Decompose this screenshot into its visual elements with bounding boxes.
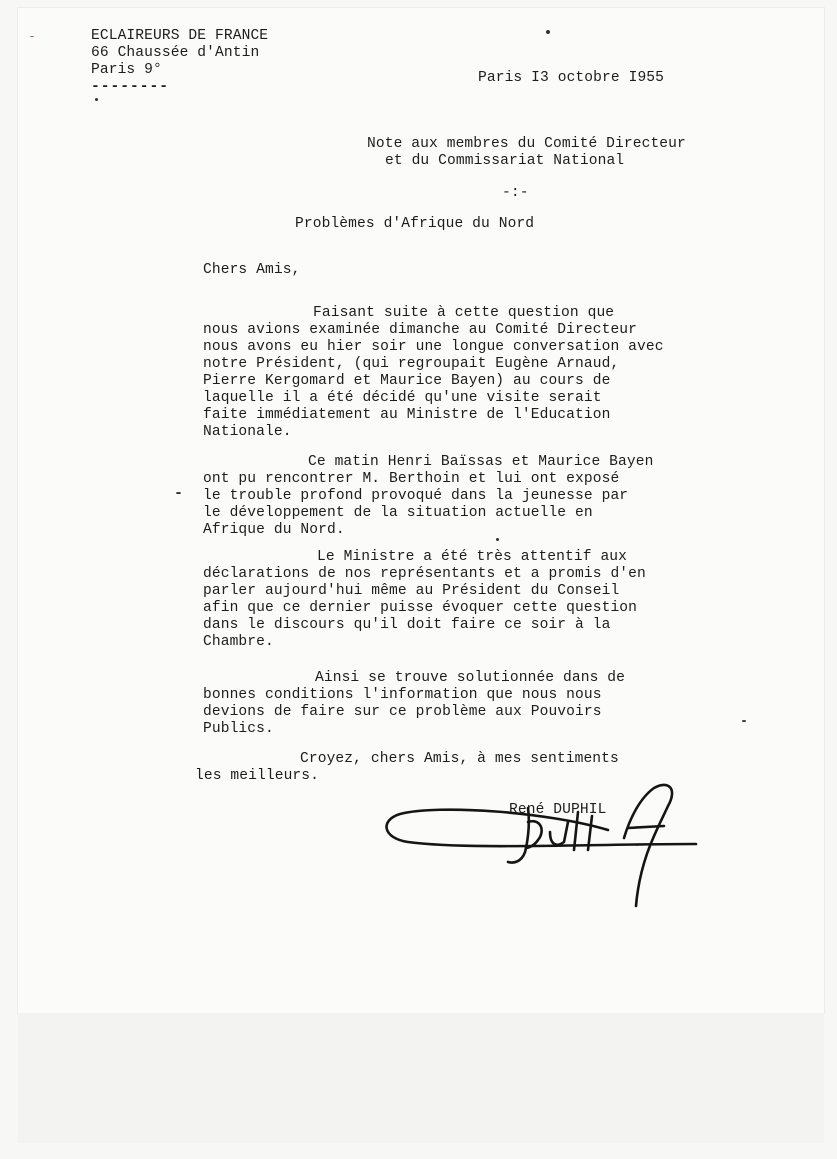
paragraph-line: parler aujourd'hui même au Président du Conseil (203, 583, 620, 599)
paragraph-line: bonnes conditions l'information que nous nous (203, 687, 602, 703)
paragraph-line: Faisant suite à cette question que (313, 305, 615, 321)
note-line-1: Note aux membres du Comité Directeur (367, 136, 686, 152)
sender-city: Paris 9° (91, 62, 162, 78)
paragraph-line: Nationale. (203, 424, 292, 440)
paragraph-4 (203, 670, 625, 738)
scan-speck (546, 30, 550, 34)
paragraph-line: le développement de la situation actuelle en (203, 505, 593, 521)
paragraph-line: Publics. (203, 721, 274, 737)
paragraph-line: Ce matin Henri Baïssas et Maurice Bayen (308, 454, 654, 470)
signatory-name: René DUPHIL (509, 802, 607, 818)
scan-background-band (18, 1013, 824, 1143)
sender-street: 66 Chaussée d'Antin (91, 45, 260, 61)
paragraph-line: faite immédiatement au Ministre de l'Education (203, 407, 611, 423)
paragraph-line: afin que ce dernier puisse évoquer cette question (203, 600, 638, 616)
scan-speck (176, 492, 181, 494)
paragraph-line: déclarations de nos représentants et a promis d'en (203, 566, 646, 582)
paragraph-1 (203, 305, 664, 441)
paragraph-line: Pierre Kergomard et Maurice Bayen) au cours de (203, 373, 611, 389)
paragraph-line: Chambre. (203, 634, 274, 650)
scan-speck (30, 36, 34, 37)
note-line-2: et du Commissariat National (385, 153, 625, 169)
closing-line: Croyez, chers Amis, à mes sentiments (300, 751, 619, 767)
sender-org: ECLAIREURS DE FRANCE (91, 28, 269, 44)
handwritten-signature (378, 778, 703, 913)
paragraph-3 (203, 549, 646, 651)
paragraph-line: dans le discours qu'il doit faire ce soir à la (203, 617, 611, 633)
letter-date: Paris I3 octobre I955 (478, 70, 665, 86)
scan-speck (95, 98, 98, 101)
paragraph-line: laquelle il a été décidé qu'une visite serait (203, 390, 602, 406)
paragraph-line: notre Président, (qui regroupait Eugène Arnaud, (203, 356, 620, 372)
paragraph-line: Ainsi se trouve solutionnée dans de (315, 670, 626, 686)
salutation: Chers Amis, (203, 262, 301, 278)
letter-subject: Problèmes d'Afrique du Nord (295, 216, 535, 232)
scan-speck (496, 538, 499, 541)
scan-speck (742, 720, 746, 722)
sender-block (91, 28, 268, 96)
paragraph-line: devions de faire sur ce problème aux Pouvoirs (203, 704, 602, 720)
closing-line: les meilleurs. (195, 768, 320, 784)
paragraph-line: Le Ministre a été très attentif aux (317, 549, 628, 565)
paragraph-line: ont pu rencontrer M. Berthoin et lui ont exposé (203, 471, 620, 487)
sender-rule: -------- (91, 79, 170, 95)
paragraph-line: nous avions examinée dimanche au Comité Directeur (203, 322, 638, 338)
paragraph-line: Afrique du Nord. (203, 522, 345, 538)
separator: -:- (502, 185, 529, 201)
paragraph-line: nous avons eu hier soir une longue conversation avec (203, 339, 664, 355)
note-recipients (367, 136, 686, 170)
paragraph-2 (203, 454, 653, 539)
paragraph-line: le trouble profond provoqué dans la jeunesse par (203, 488, 629, 504)
